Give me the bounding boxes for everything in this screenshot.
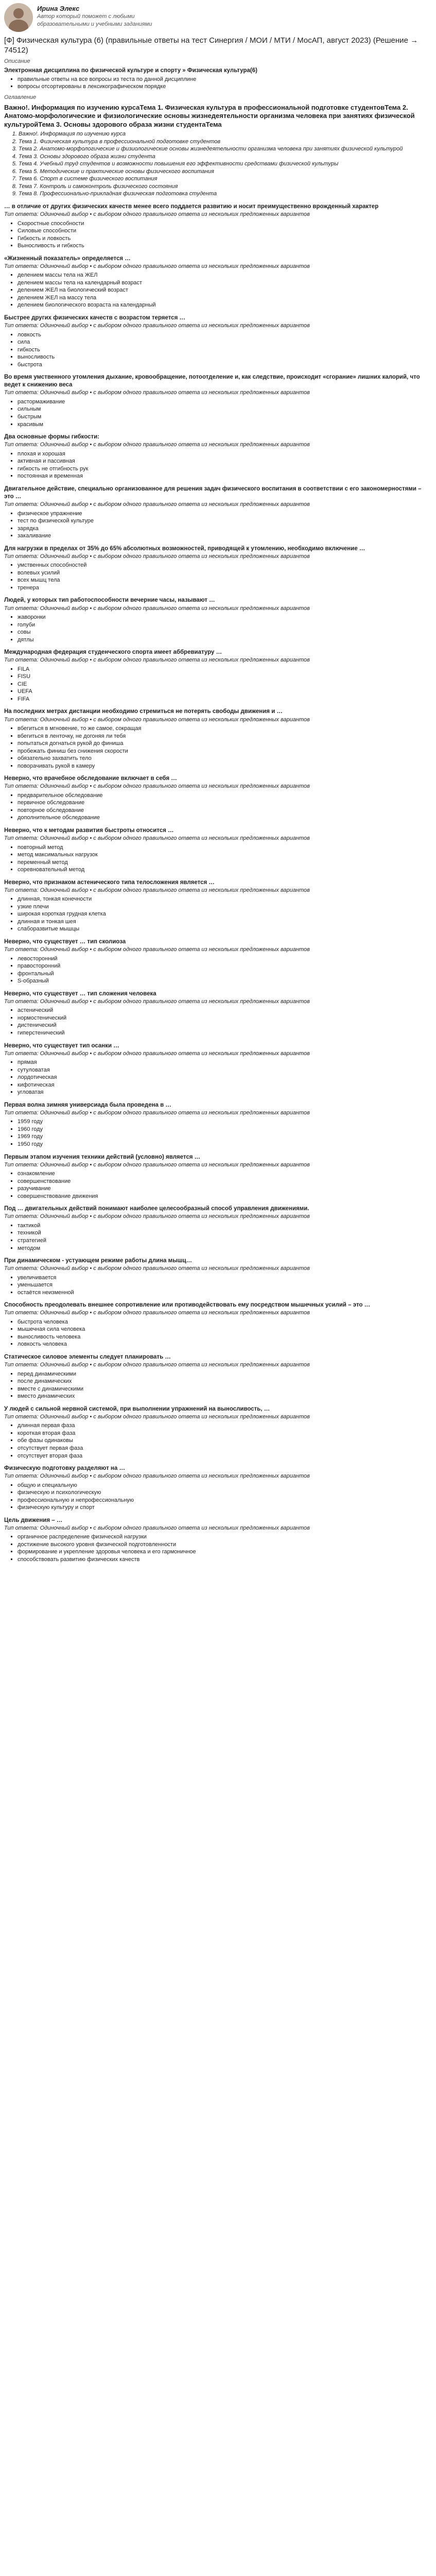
answer-option: ▪ быстрота человека xyxy=(18,1318,432,1326)
answer-option: ▪ Гибкость и ловкость xyxy=(18,235,432,243)
question-type: Тип ответа: Одиночный выбор • с выбором одного правильного ответа из нескольких предложенных вариантов xyxy=(4,1310,310,1316)
toc-item[interactable]: 4. Тема 3. Основы здорового образа жизни студента xyxy=(19,153,432,161)
answer-option: ▪ CIE xyxy=(18,681,432,688)
answer-option: ▪ UEFA xyxy=(18,688,432,696)
answer-option: ▪ 1960 году xyxy=(18,1126,432,1133)
answer-list xyxy=(4,562,432,591)
answer-option: ▪ плохая и хорошая xyxy=(18,450,432,458)
answer-option: ▪ совершенствование движения xyxy=(18,1193,432,1200)
answer-list xyxy=(4,725,432,770)
questions-list xyxy=(4,203,432,1564)
question-text: Первая волна зимняя универсиада была проведена в … xyxy=(4,1101,171,1108)
answer-option: ▪ слаборазвитые мышцы xyxy=(18,925,432,933)
toc-item[interactable]: 5. Тема 4. Учебный труд студентов и возможности повышения его эффективности средствами физической культуры xyxy=(19,160,432,168)
answer-option: ▪ достижение высокого уровня физической подготовленности xyxy=(18,1541,432,1549)
answer-list xyxy=(4,666,432,703)
question-block xyxy=(4,1465,432,1512)
toc-label: Оглавление xyxy=(4,94,37,100)
answer-option: ▪ остаётся неизменной xyxy=(18,1289,432,1297)
answer-list xyxy=(4,1222,432,1252)
question-block xyxy=(4,827,432,874)
answer-option: ▪ тест по физической культуре xyxy=(18,517,432,525)
answer-option: ▪ метод максимальных нагрузок xyxy=(18,851,432,859)
question-block xyxy=(4,597,432,643)
answer-option: ▪ совершенствование xyxy=(18,1178,432,1185)
toc-item[interactable]: 9. Тема 8. Профессионально-прикладная физическая подготовка студента xyxy=(19,190,432,198)
question-text: Физическую подготовку разделяют на … xyxy=(4,1465,125,1472)
answer-option: ▪ умственных способностей xyxy=(18,562,432,569)
answer-option: ▪ широкая короткая грудная клетка xyxy=(18,910,432,918)
answer-list xyxy=(4,1007,432,1037)
question-block xyxy=(4,1405,432,1460)
answer-option: ▪ красивым xyxy=(18,421,432,429)
answer-list xyxy=(4,895,432,933)
answer-list xyxy=(4,1370,432,1400)
answer-option: ▪ правосторонний xyxy=(18,962,432,970)
answer-option: ▪ сильным xyxy=(18,405,432,413)
answer-option: ▪ длинная, тонкая конечности xyxy=(18,895,432,903)
answer-option: ▪ Выносливость и гибкость xyxy=(18,242,432,250)
answer-option: ▪ попытаться догнаться рукой до финиша xyxy=(18,740,432,748)
answer-option: ▪ прямая xyxy=(18,1059,432,1066)
answer-option: ▪ сила xyxy=(18,338,432,346)
answer-option: ▪ переменный метод xyxy=(18,859,432,867)
question-type: Тип ответа: Одиночный выбор • с выбором одного правильного ответа из нескольких предложенных вариантов xyxy=(4,946,310,953)
question-type: Тип ответа: Одиночный выбор • с выбором одного правильного ответа из нескольких предложенных вариантов xyxy=(4,716,310,723)
question-type: Тип ответа: Одиночный выбор • с выбором одного правильного ответа из нескольких предложенных вариантов xyxy=(4,501,310,508)
answer-option: ▪ левосторонний xyxy=(18,955,432,963)
question-block xyxy=(4,374,432,428)
toc-item[interactable]: 1. Важно!. Информация по изучению курса xyxy=(19,130,432,138)
question-text: На последних метрах дистанции необходимо стремиться не потерять свободы движения и … xyxy=(4,708,283,715)
question-text: Статическое силовое элементы следует планировать … xyxy=(4,1354,171,1360)
answer-option: ▪ закаливание xyxy=(18,532,432,540)
answer-option: ▪ перед динамическими xyxy=(18,1370,432,1378)
answer-option: ▪ пробежать финиш без снижения скорости xyxy=(18,748,432,755)
question-type: Тип ответа: Одиночный выбор • с выбором одного правильного ответа из нескольких предложенных вариантов xyxy=(4,1524,310,1531)
answer-option: ▪ фронтальный xyxy=(18,970,432,978)
answer-option: ▪ вбегиться в мгновение, то же самое, сокращая xyxy=(18,725,432,733)
answer-option: ▪ физическую и психологическую xyxy=(18,1489,432,1497)
answer-list xyxy=(4,1422,432,1460)
answer-option: ▪ постоянная и временная xyxy=(18,472,432,480)
answer-option: ▪ поворачивать рукой в камеру xyxy=(18,762,432,770)
answer-option: ▪ методом xyxy=(18,1245,432,1252)
question-type: Тип ответа: Одиночный выбор • с выбором одного правильного ответа из нескольких предложенных вариантов xyxy=(4,1213,310,1220)
description-list xyxy=(4,76,432,91)
answer-option: ▪ отсутствует вторая фаза xyxy=(18,1452,432,1460)
answer-option: ▪ дополнительное обследование xyxy=(18,814,432,822)
avatar[interactable] xyxy=(4,3,33,32)
answer-option: ▪ растормаживание xyxy=(18,398,432,406)
question-block xyxy=(4,879,432,933)
question-type: Тип ответа: Одиночный выбор • с выбором одного правильного ответа из нескольких предложенных вариантов xyxy=(4,605,310,612)
question-type: Тип ответа: Одиночный выбор • с выбором одного правильного ответа из нескольких предложенных вариантов xyxy=(4,783,310,790)
answer-option: ▪ после динамических xyxy=(18,1378,432,1385)
question-type: Тип ответа: Одиночный выбор • с выбором одного правильного ответа из нескольких предложенных вариантов xyxy=(4,1265,310,1272)
question-text: Неверно, что существует тип осанки … xyxy=(4,1042,119,1049)
answer-option: ▪ обе фазы одинаковы xyxy=(18,1437,432,1445)
answer-option: ▪ жаворонки xyxy=(18,614,432,621)
question-type: Тип ответа: Одиночный выбор • с выбором одного правильного ответа из нескольких предложенных вариантов xyxy=(4,323,310,329)
answer-option: ▪ мышечная сила человека xyxy=(18,1326,432,1333)
answer-option: ▪ первичное обследование xyxy=(18,799,432,807)
answer-option: ▪ угловатая xyxy=(18,1089,432,1096)
answer-option: ▪ быстрым xyxy=(18,413,432,421)
toc-item[interactable]: 2. Тема 1. Физическая культура в профессиональной подготовке студентов xyxy=(19,138,432,146)
intro-heading: Важно!. Информация по изучению курсаТема 1. Физическая культура в профессиональной подготовке студентовТема 2. Анатомо-морфологические и физиологические основы жизнедеятельности организма человека при занятиях физической культуройТема 3. Основы здорового образа жизни студентаТема xyxy=(4,103,415,129)
answer-option: ▪ нормостенический xyxy=(18,1014,432,1022)
question-block xyxy=(4,1517,432,1564)
answer-list xyxy=(4,1170,432,1200)
description-label: Описание xyxy=(4,58,30,64)
answer-list xyxy=(4,955,432,985)
toc-item[interactable]: 7. Тема 6. Спорт в системе физического воспитания xyxy=(19,175,432,183)
answer-option: ▪ длинная и тонкая шея xyxy=(18,918,432,926)
question-type: Тип ответа: Одиночный выбор • с выбором одного правильного ответа из нескольких предложенных вариантов xyxy=(4,211,310,217)
question-block xyxy=(4,775,432,822)
question-text: У людей с сильной нервной системой, при выполнении упражнений на выносливость, … xyxy=(4,1405,270,1412)
question-block xyxy=(4,203,432,250)
author-name[interactable]: Ирина Элекс xyxy=(37,5,80,12)
description-heading: Электронная дисциплина по физической культуре и спорту » Физическая культура(6) xyxy=(4,67,257,74)
answer-option: ▪ лордотическая xyxy=(18,1074,432,1081)
answer-option: ▪ дистенический xyxy=(18,1022,432,1029)
answer-option: ▪ способствовать развитию физических качеств xyxy=(18,1556,432,1564)
answer-option: ▪ 1950 году xyxy=(18,1141,432,1148)
answer-option: ▪ тренера xyxy=(18,584,432,592)
answer-option: ▪ общую и специальную xyxy=(18,1482,432,1489)
question-text: … в отличие от других физических качеств менее всего поддается развитию и носит преимущественно врожденный характер xyxy=(4,203,379,210)
question-type: Тип ответа: Одиночный выбор • с выбором одного правильного ответа из нескольких предложенных вариантов xyxy=(4,1413,310,1420)
question-type: Тип ответа: Одиночный выбор • с выбором одного правильного ответа из нескольких предложенных вариантов xyxy=(4,657,310,664)
answer-option: ▪ короткая вторая фаза xyxy=(18,1430,432,1437)
answer-option: ▪ профессиональную и непрофессиональную xyxy=(18,1497,432,1504)
question-text: Международная федерация студенческого спорта имеет аббревиатуру … xyxy=(4,649,222,656)
answer-option: ▪ разучивание xyxy=(18,1185,432,1193)
question-text: Под … двигательных действий понимают наиболее целесообразный способ управления движениями. xyxy=(4,1206,309,1212)
description-item: ▪ вопросы отсортированы в лексикографическом порядке xyxy=(18,83,432,91)
question-block xyxy=(4,990,432,1037)
toc-item[interactable]: 3. Тема 2. Анатомо-морфологические и физиологические основы жизнедеятельности организма человека при занятиях физической культурой xyxy=(19,145,432,153)
answer-list xyxy=(4,272,432,309)
answer-list xyxy=(4,1318,432,1348)
question-block xyxy=(4,1353,432,1400)
answer-option: ▪ ловкость человека xyxy=(18,1341,432,1348)
answer-option: ▪ соревновательный метод xyxy=(18,866,432,874)
question-text: Неверно, что признаком астенического типа телосложения является … xyxy=(4,879,215,886)
answer-option: ▪ активная и пассивная xyxy=(18,457,432,465)
answer-list xyxy=(4,1274,432,1297)
question-type: Тип ответа: Одиночный выбор • с выбором одного правильного ответа из нескольких предложенных вариантов xyxy=(4,1362,310,1368)
answer-option: ▪ 1969 году xyxy=(18,1133,432,1141)
answer-option: ▪ делением биологического возраста на календарный xyxy=(18,301,432,309)
question-text: Людей, у которых тип работоспособности вечерние часы, называют … xyxy=(4,597,215,604)
answer-option: ▪ делением ЖЕЛ на массу тела xyxy=(18,294,432,302)
answer-list xyxy=(4,450,432,480)
question-text: Неверно, что существует … тип сложения человека xyxy=(4,990,156,997)
question-type: Тип ответа: Одиночный выбор • с выбором одного правильного ответа из нескольких предложенных вариантов xyxy=(4,553,310,560)
answer-list xyxy=(4,510,432,540)
question-type: Тип ответа: Одиночный выбор • с выбором одного правильного ответа из нескольких предложенных вариантов xyxy=(4,442,310,448)
answer-list xyxy=(4,1482,432,1512)
answer-option: ▪ S-образный xyxy=(18,977,432,985)
question-type: Тип ответа: Одиночный выбор • с выбором одного правильного ответа из нескольких предложенных вариантов xyxy=(4,1161,310,1168)
answer-list xyxy=(4,1118,432,1148)
answer-option: ▪ 1959 году xyxy=(18,1118,432,1126)
answer-option: ▪ выносливость человека xyxy=(18,1333,432,1341)
question-text: Два основные формы гибкости: xyxy=(4,434,100,440)
answer-option: ▪ сутуловатая xyxy=(18,1066,432,1074)
toc-item[interactable]: 8. Тема 7. Контроль и самоконтроль физического состояния xyxy=(19,183,432,191)
answer-option: ▪ отсутствует первая фаза xyxy=(18,1445,432,1452)
answer-option: ▪ гибкость не отгибность рук xyxy=(18,465,432,473)
answer-option: ▪ тактикой xyxy=(18,1222,432,1230)
question-type: Тип ответа: Одиночный выбор • с выбором одного правильного ответа из нескольких предложенных вариантов xyxy=(4,389,310,396)
question-block xyxy=(4,433,432,480)
answer-list xyxy=(4,220,432,250)
answer-option: ▪ Силовые способности xyxy=(18,227,432,235)
description-item: ▪ правильные ответы на все вопросы из теста по данной дисциплине xyxy=(18,76,432,83)
question-text: Быстрее других физических качеств с возрастом теряется … xyxy=(4,314,185,321)
answer-option: ▪ предварительное обследование xyxy=(18,792,432,800)
answer-option: ▪ FILA xyxy=(18,666,432,673)
question-block xyxy=(4,649,432,703)
question-text: Во время умственного утомления дыхание, кровообращение, потоотделение и, как следствие, происходит «сгорание» лишних калорий, что ведет к снижению веса xyxy=(4,374,420,388)
answer-list xyxy=(4,398,432,428)
answer-option: ▪ всех мышц тела xyxy=(18,577,432,584)
answer-option: ▪ увеличивается xyxy=(18,1274,432,1282)
question-block xyxy=(4,938,432,985)
question-block xyxy=(4,1042,432,1096)
answer-list xyxy=(4,1059,432,1096)
question-type: Тип ответа: Одиночный выбор • с выбором одного правильного ответа из нескольких предложенных вариантов xyxy=(4,1473,310,1480)
answer-option: ▪ Скоростные способности xyxy=(18,220,432,228)
answer-list xyxy=(4,614,432,643)
answer-option: ▪ вместе с динамическими xyxy=(18,1385,432,1393)
answer-option: ▪ выносливость xyxy=(18,353,432,361)
question-type: Тип ответа: Одиночный выбор • с выбором одного правильного ответа из нескольких предложенных вариантов xyxy=(4,1050,310,1057)
author-description: Автор который поможет с любыми образовательными и учебными заданиями xyxy=(37,13,152,27)
answer-option: ▪ физическую культуру и спорт xyxy=(18,1504,432,1512)
question-block xyxy=(4,255,432,309)
answer-list xyxy=(4,1533,432,1563)
answer-option: ▪ вбегиться в ленточку, не догоняя ли тебя xyxy=(18,733,432,740)
answer-option: ▪ делением массы тела на ЖЕЛ xyxy=(18,272,432,279)
author-info xyxy=(37,3,161,28)
answer-option: ▪ гиперстенический xyxy=(18,1029,432,1037)
answer-option: ▪ обязательно захватить тело xyxy=(18,755,432,762)
answer-option: ▪ техникой xyxy=(18,1229,432,1237)
answer-option: ▪ делением ЖЕЛ на биологический возраст xyxy=(18,286,432,294)
question-type: Тип ответа: Одиночный выбор • с выбором одного правильного ответа из нескольких предложенных вариантов xyxy=(4,998,310,1005)
question-block xyxy=(4,485,432,540)
question-text: Способность преодолевать внешнее сопротивление или противодействовать ему посредством мышечных усилий – это … xyxy=(4,1302,371,1309)
question-block xyxy=(4,1154,432,1200)
answer-list xyxy=(4,844,432,874)
answer-option: ▪ повторное обследование xyxy=(18,807,432,815)
answer-option: ▪ астенический xyxy=(18,1007,432,1014)
answer-option: ▪ стратегией xyxy=(18,1237,432,1245)
question-text: Цель движения – … xyxy=(4,1517,63,1523)
question-block xyxy=(4,1205,432,1252)
answer-option: ▪ уменьшается xyxy=(18,1281,432,1289)
question-text: Неверно, что существует … тип сколиоза xyxy=(4,939,126,945)
answer-option: ▪ делением массы тела на календарный возраст xyxy=(18,279,432,287)
answer-option: ▪ зарядка xyxy=(18,525,432,533)
page-title: [Ф] Физическая культура (6) (правильные ответы на тест Синергия / МОИ / МТИ / МосАП, август 2023) (Решение → 74512) xyxy=(4,36,418,55)
answer-option: ▪ физическое упражнение xyxy=(18,510,432,518)
question-block xyxy=(4,1301,432,1348)
question-text: Неверно, что врачебное обследование включает в себя … xyxy=(4,775,177,782)
question-text: Для нагрузки в пределах от 35% до 65% абсолютных возможностей, приводящей к утомлению, необходимо включение … xyxy=(4,545,365,552)
answer-option: ▪ гибкость xyxy=(18,346,432,354)
question-block xyxy=(4,708,432,770)
answer-option: ▪ формирование и укрепление здоровья человека и его гармоничное xyxy=(18,1548,432,1556)
question-text: При динамическом - устуающем режиме работы длина мышц… xyxy=(4,1258,193,1264)
answer-option: ▪ FIFA xyxy=(18,696,432,703)
answer-option: ▪ голуби xyxy=(18,621,432,629)
answer-option: ▪ быстрота xyxy=(18,361,432,369)
question-block xyxy=(4,1257,432,1296)
answer-option: ▪ волевых усилий xyxy=(18,569,432,577)
answer-option: ▪ вместо динамических xyxy=(18,1393,432,1400)
answer-option: ▪ органичное распределение физической нагрузки xyxy=(18,1533,432,1541)
author-block xyxy=(4,3,432,32)
question-type: Тип ответа: Одиночный выбор • с выбором одного правильного ответа из нескольких предложенных вариантов xyxy=(4,887,310,893)
question-type: Тип ответа: Одиночный выбор • с выбором одного правильного ответа из нескольких предложенных вариантов xyxy=(4,263,310,269)
answer-option: ▪ узкие плечи xyxy=(18,903,432,911)
answer-option: ▪ дятлы xyxy=(18,636,432,644)
answer-option: ▪ длинная первая фаза xyxy=(18,1422,432,1430)
answer-list xyxy=(4,792,432,822)
toc-list xyxy=(4,130,432,198)
question-text: Неверно, что к методам развития быстроты относится … xyxy=(4,827,174,834)
answer-option: ▪ кифотическая xyxy=(18,1081,432,1089)
question-block xyxy=(4,314,432,368)
question-text: Первым этапом изучения техники действий (условно) является … xyxy=(4,1154,201,1160)
question-type: Тип ответа: Одиночный выбор • с выбором одного правильного ответа из нескольких предложенных вариантов xyxy=(4,1109,310,1116)
question-type: Тип ответа: Одиночный выбор • с выбором одного правильного ответа из нескольких предложенных вариантов xyxy=(4,835,310,842)
answer-option: ▪ совы xyxy=(18,629,432,636)
question-text: Двигательное действие, специально организованное для решения задач физического воспитания в соответствии с его закономерностями – это … xyxy=(4,485,422,500)
question-block xyxy=(4,545,432,592)
toc-item[interactable]: 6. Тема 5. Методические и практические основы физического воспитания xyxy=(19,168,432,176)
answer-option: ▪ FISU xyxy=(18,673,432,681)
question-block xyxy=(4,1101,432,1148)
answer-option: ▪ ловкость xyxy=(18,331,432,339)
question-text: «Жизненный показатель» определяется … xyxy=(4,255,131,262)
answer-option: ▪ ознакомление xyxy=(18,1170,432,1178)
answer-list xyxy=(4,331,432,369)
answer-option: ▪ повторный метод xyxy=(18,844,432,852)
